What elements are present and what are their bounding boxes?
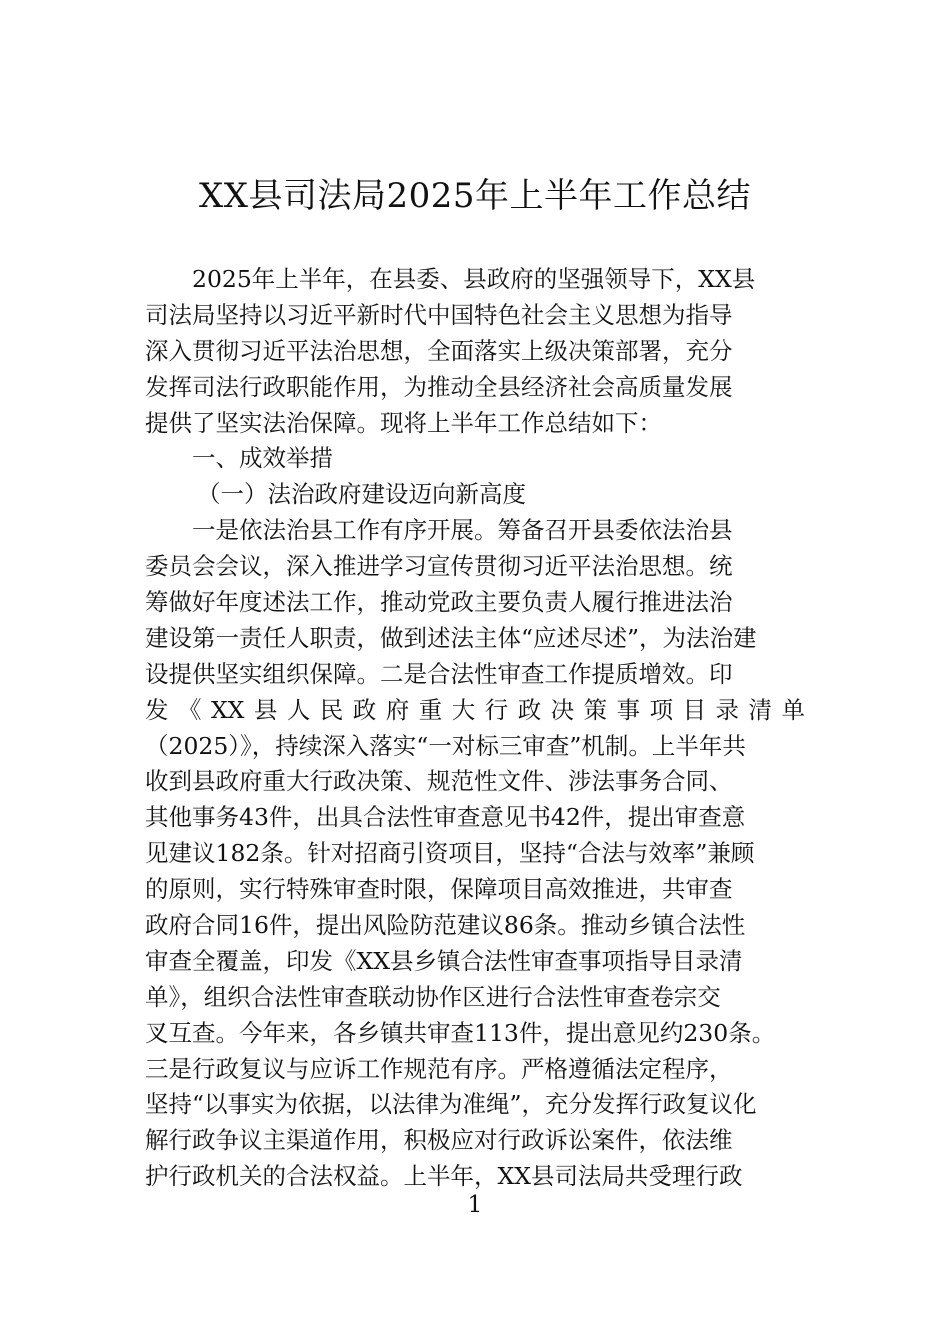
paragraph-line: 叉互查。今年来，各乡镇共审查113件，提出意见约230条。	[145, 1018, 776, 1047]
paragraph-line: 司法局坚持以习近平新时代中国特色社会主义思想为指导	[145, 300, 733, 329]
paragraph-line: （2025）》，持续深入落实“一对标三审查”机制。上半年共	[145, 731, 746, 760]
paragraph-line: 提供了坚实法治保障。现将上半年工作总结如下：	[145, 408, 662, 437]
paragraph-line: 坚持“以事实为依据，以法律为准绳”，充分发挥行政复议化	[145, 1090, 757, 1119]
paragraph-line: 收到县政府重大行政决策、规范性文件、涉法事务合同、	[145, 767, 733, 796]
document-title: XX县司法局2025年上半年工作总结	[199, 176, 751, 216]
paragraph-line: 护行政机关的合法权益。上半年，XX县司法局共受理行政	[145, 1162, 743, 1191]
paragraph-line: 的原则，实行特殊审查时限，保障项目高效推进，共审查	[145, 875, 733, 904]
paragraph-line: 三是行政复议与应诉工作规范有序。严格遵循法定程序，	[145, 1054, 733, 1083]
paragraph-line: 一是依法治县工作有序开展。筹备召开县委依法治县	[192, 516, 733, 545]
paragraph-line: 深入贯彻习近平法治思想，全面落实上级决策部署，充分	[145, 336, 733, 365]
paragraph-line: 设提供坚实组织保障。二是合法性审查工作提质增效。印	[145, 659, 733, 688]
paragraph-line: 筹做好年度述法工作，推动党政主要负责人履行推进法治	[145, 588, 733, 617]
paragraph-line: 单》，组织合法性审查联动协作区进行合法性审查卷宗交	[145, 982, 721, 1011]
paragraph-line: 其他事务43件，出具合法性审查意见书42件，提出审查意	[145, 803, 746, 832]
paragraph-line: 政府合同16件，提出风险防范建议86条。推动乡镇合法性	[145, 911, 746, 940]
paragraph-line: 发挥司法行政职能作用，为推动全县经济社会高质量发展	[145, 372, 733, 401]
section-heading: 一、成效举措	[192, 444, 333, 473]
paragraph-line: 解行政争议主渠道作用，积极应对行政诉讼案件，依法维	[145, 1126, 733, 1155]
paragraph-line: 建设第一责任人职责，做到述法主体“应述尽述”，为法治建	[145, 623, 757, 652]
paragraph-line: 委员会会议，深入推进学习宣传贯彻习近平法治思想。统	[145, 552, 733, 581]
paragraph-line: 发《XX县人民政府重大行政决策事项目录清单	[145, 695, 805, 724]
paragraph-line: 审查全覆盖，印发《XX县乡镇合法性审查事项指导目录清	[145, 946, 743, 975]
page-number: 1	[467, 1192, 483, 1218]
subsection-heading: （一）法治政府建设迈向新高度	[197, 480, 526, 509]
document-body	[145, 262, 805, 1195]
paragraph-line: 2025年上半年，在县委、县政府的坚强领导下，XX县	[192, 265, 756, 293]
paragraph-line: 见建议182条。针对招商引资项目，坚持“合法与效率”兼顾	[145, 839, 755, 868]
